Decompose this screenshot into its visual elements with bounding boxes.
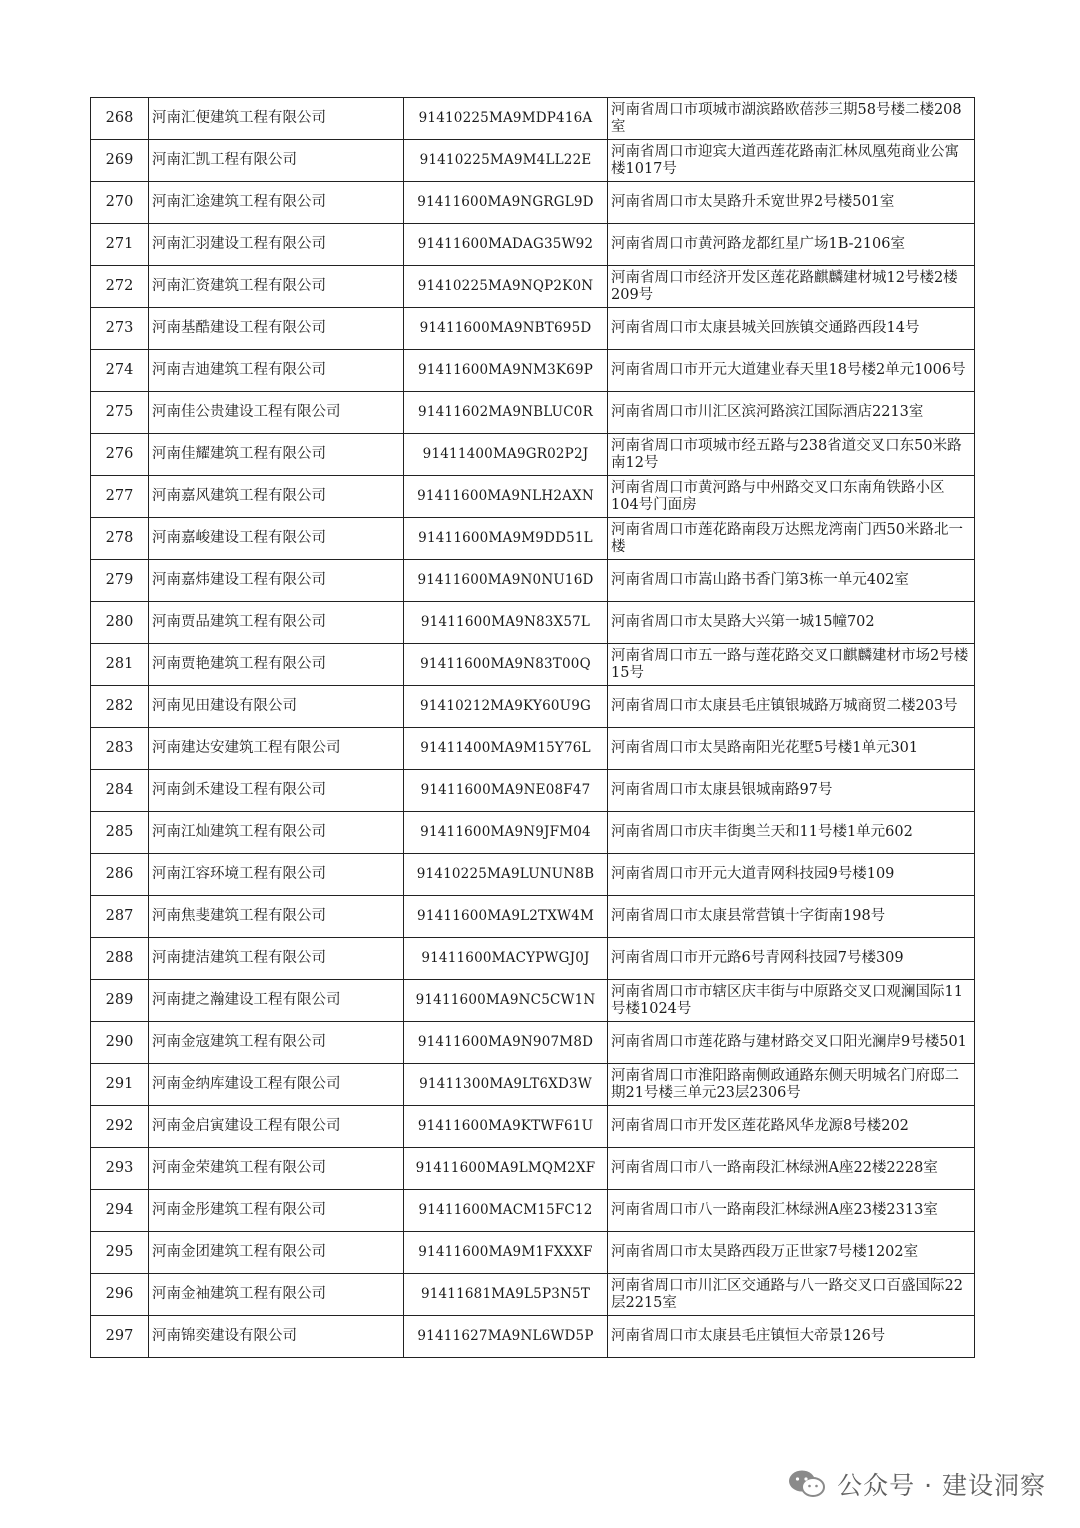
- table-row: [91, 224, 975, 266]
- address-cell: 河南省周口市太昊路大兴第一城15幢702: [608, 602, 975, 644]
- row-number-cell: 270: [91, 182, 149, 224]
- credit-code-cell: 91410225MA9NQP2K0N: [404, 266, 608, 308]
- credit-code-cell: 91411681MA9L5P3N5T: [404, 1274, 608, 1316]
- table-row: [91, 98, 975, 140]
- row-number-cell: 280: [91, 602, 149, 644]
- row-number-cell: 282: [91, 686, 149, 728]
- row-number-cell: 294: [91, 1190, 149, 1232]
- credit-code-cell: 91411600MA9KTWF61U: [404, 1106, 608, 1148]
- table-row: [91, 938, 975, 980]
- company-table: [90, 97, 975, 1358]
- address-cell: 河南省周口市八一路南段汇林绿洲A座23楼2313室: [608, 1190, 975, 1232]
- table-row: [91, 1316, 975, 1358]
- address-cell: 河南省周口市开元路6号青网科技园7号楼309: [608, 938, 975, 980]
- address-cell: 河南省周口市开元大道建业春天里18号楼2单元1006号: [608, 350, 975, 392]
- credit-code-cell: 91411600MADAG35W92: [404, 224, 608, 266]
- address-cell: 河南省周口市太昊路西段万正世家7号楼1202室: [608, 1232, 975, 1274]
- address-cell: 河南省周口市太康县城关回族镇交通路西段14号: [608, 308, 975, 350]
- company-name-cell: 河南金袖建筑工程有限公司: [149, 1274, 404, 1316]
- address-cell: 河南省周口市项城市湖滨路欧蓓莎三期58号楼二楼208室: [608, 98, 975, 140]
- company-name-cell: 河南江容环境工程有限公司: [149, 854, 404, 896]
- company-name-cell: 河南佳耀建筑工程有限公司: [149, 434, 404, 476]
- company-table-container: [90, 97, 972, 1358]
- credit-code-cell: 91411627MA9NL6WD5P: [404, 1316, 608, 1358]
- row-number-cell: 287: [91, 896, 149, 938]
- company-name-cell: 河南汇凯工程有限公司: [149, 140, 404, 182]
- credit-code-cell: 91411600MA9N9JFM04: [404, 812, 608, 854]
- address-cell: 河南省周口市庆丰街奥兰天和11号楼1单元602: [608, 812, 975, 854]
- table-row: [91, 140, 975, 182]
- company-name-cell: 河南焦斐建筑工程有限公司: [149, 896, 404, 938]
- credit-code-cell: 91411600MA9NGRGL9D: [404, 182, 608, 224]
- table-row: [91, 644, 975, 686]
- table-row: [91, 770, 975, 812]
- table-row: [91, 854, 975, 896]
- address-cell: 河南省周口市开发区莲花路风华龙源8号楼202: [608, 1106, 975, 1148]
- address-cell: 河南省周口市淮阳路南侧政通路东侧天明城名门府邸二期21号楼三单元23层2306号: [608, 1064, 975, 1106]
- credit-code-cell: 91411600MA9NC5CW1N: [404, 980, 608, 1022]
- row-number-cell: 269: [91, 140, 149, 182]
- table-row: [91, 560, 975, 602]
- row-number-cell: 274: [91, 350, 149, 392]
- address-cell: 河南省周口市八一路南段汇林绿洲A座22楼2228室: [608, 1148, 975, 1190]
- company-name-cell: 河南金彤建筑工程有限公司: [149, 1190, 404, 1232]
- credit-code-cell: 91411600MA9NBT695D: [404, 308, 608, 350]
- company-name-cell: 河南吉迪建筑工程有限公司: [149, 350, 404, 392]
- address-cell: 河南省周口市太康县常营镇十字街南198号: [608, 896, 975, 938]
- table-row: [91, 350, 975, 392]
- credit-code-cell: 91410212MA9KY60U9G: [404, 686, 608, 728]
- credit-code-cell: 91411600MA9N83T00Q: [404, 644, 608, 686]
- table-row: [91, 812, 975, 854]
- credit-code-cell: 91411600MACM15FC12: [404, 1190, 608, 1232]
- table-row: [91, 1190, 975, 1232]
- company-name-cell: 河南贾艳建筑工程有限公司: [149, 644, 404, 686]
- company-name-cell: 河南金团建筑工程有限公司: [149, 1232, 404, 1274]
- company-name-cell: 河南捷之瀚建设工程有限公司: [149, 980, 404, 1022]
- address-cell: 河南省周口市莲花路与建材路交叉口阳光澜岸9号楼501: [608, 1022, 975, 1064]
- table-row: [91, 602, 975, 644]
- table-row: [91, 434, 975, 476]
- row-number-cell: 272: [91, 266, 149, 308]
- row-number-cell: 292: [91, 1106, 149, 1148]
- watermark-text: 公众号 · 建设洞察: [837, 1471, 1046, 1500]
- table-row: [91, 518, 975, 560]
- row-number-cell: 268: [91, 98, 149, 140]
- row-number-cell: 271: [91, 224, 149, 266]
- address-cell: 河南省周口市经济开发区莲花路麒麟建材城12号楼2楼209号: [608, 266, 975, 308]
- address-cell: 河南省周口市市辖区庆丰街与中原路交叉口观澜国际11号楼1024号: [608, 980, 975, 1022]
- table-row: [91, 182, 975, 224]
- company-name-cell: 河南贾品建筑工程有限公司: [149, 602, 404, 644]
- company-name-cell: 河南捷洁建筑工程有限公司: [149, 938, 404, 980]
- address-cell: 河南省周口市太昊路南阳光花墅5号楼1单元301: [608, 728, 975, 770]
- company-name-cell: 河南金寇建筑工程有限公司: [149, 1022, 404, 1064]
- address-cell: 河南省周口市太康县毛庄镇恒大帝景126号: [608, 1316, 975, 1358]
- company-table-body: [91, 98, 975, 1358]
- company-name-cell: 河南嘉峻建设工程有限公司: [149, 518, 404, 560]
- row-number-cell: 284: [91, 770, 149, 812]
- credit-code-cell: 91411600MA9LMQM2XF: [404, 1148, 608, 1190]
- table-row: [91, 1022, 975, 1064]
- company-name-cell: 河南汇资建筑工程有限公司: [149, 266, 404, 308]
- credit-code-cell: 91410225MA9LUNUN8B: [404, 854, 608, 896]
- row-number-cell: 296: [91, 1274, 149, 1316]
- table-row: [91, 728, 975, 770]
- row-number-cell: 277: [91, 476, 149, 518]
- address-cell: 河南省周口市川汇区交通路与八一路交叉口百盛国际22层2215室: [608, 1274, 975, 1316]
- row-number-cell: 295: [91, 1232, 149, 1274]
- table-row: [91, 1274, 975, 1316]
- credit-code-cell: 91411600MA9NM3K69P: [404, 350, 608, 392]
- row-number-cell: 281: [91, 644, 149, 686]
- row-number-cell: 278: [91, 518, 149, 560]
- row-number-cell: 288: [91, 938, 149, 980]
- table-row: [91, 308, 975, 350]
- company-name-cell: 河南佳公贵建设工程有限公司: [149, 392, 404, 434]
- address-cell: 河南省周口市太昊路升禾宽世界2号楼501室: [608, 182, 975, 224]
- address-cell: 河南省周口市太康县银城南路97号: [608, 770, 975, 812]
- credit-code-cell: 91411600MA9N0NU16D: [404, 560, 608, 602]
- credit-code-cell: 91411600MA9NLH2AXN: [404, 476, 608, 518]
- table-row: [91, 392, 975, 434]
- row-number-cell: 291: [91, 1064, 149, 1106]
- table-row: [91, 266, 975, 308]
- company-name-cell: 河南金纳库建设工程有限公司: [149, 1064, 404, 1106]
- credit-code-cell: 91411600MA9N83X57L: [404, 602, 608, 644]
- credit-code-cell: 91411300MA9LT6XD3W: [404, 1064, 608, 1106]
- table-row: [91, 1148, 975, 1190]
- credit-code-cell: 91410225MA9MDP416A: [404, 98, 608, 140]
- address-cell: 河南省周口市迎宾大道西莲花路南汇林凤凰苑商业公寓楼1017号: [608, 140, 975, 182]
- row-number-cell: 289: [91, 980, 149, 1022]
- company-name-cell: 河南江灿建筑工程有限公司: [149, 812, 404, 854]
- company-name-cell: 河南金启寅建设工程有限公司: [149, 1106, 404, 1148]
- table-row: [91, 476, 975, 518]
- company-name-cell: 河南锦奕建设有限公司: [149, 1316, 404, 1358]
- company-name-cell: 河南嘉风建筑工程有限公司: [149, 476, 404, 518]
- credit-code-cell: 91411400MA9GR02P2J: [404, 434, 608, 476]
- company-name-cell: 河南嘉炜建设工程有限公司: [149, 560, 404, 602]
- company-name-cell: 河南汇羽建设工程有限公司: [149, 224, 404, 266]
- company-name-cell: 河南汇途建筑工程有限公司: [149, 182, 404, 224]
- address-cell: 河南省周口市开元大道青网科技园9号楼109: [608, 854, 975, 896]
- address-cell: 河南省周口市项城市经五路与238省道交叉口东50米路南12号: [608, 434, 975, 476]
- table-row: [91, 1106, 975, 1148]
- credit-code-cell: 91411600MA9L2TXW4M: [404, 896, 608, 938]
- table-row: [91, 980, 975, 1022]
- credit-code-cell: 91411400MA9M15Y76L: [404, 728, 608, 770]
- row-number-cell: 293: [91, 1148, 149, 1190]
- address-cell: 河南省周口市太康县毛庄镇银城路万城商贸二楼203号: [608, 686, 975, 728]
- credit-code-cell: 91411600MA9N907M8D: [404, 1022, 608, 1064]
- company-name-cell: 河南建达安建筑工程有限公司: [149, 728, 404, 770]
- credit-code-cell: 91411600MACYPWGJ0J: [404, 938, 608, 980]
- company-name-cell: 河南汇便建筑工程有限公司: [149, 98, 404, 140]
- address-cell: 河南省周口市莲花路南段万达熙龙湾南门西50米路北一楼: [608, 518, 975, 560]
- row-number-cell: 276: [91, 434, 149, 476]
- address-cell: 河南省周口市川汇区滨河路滨江国际酒店2213室: [608, 392, 975, 434]
- row-number-cell: 273: [91, 308, 149, 350]
- address-cell: 河南省周口市五一路与莲花路交叉口麒麟建材市场2号楼15号: [608, 644, 975, 686]
- credit-code-cell: 91411600MA9M9DD51L: [404, 518, 608, 560]
- company-name-cell: 河南剑禾建设工程有限公司: [149, 770, 404, 812]
- row-number-cell: 279: [91, 560, 149, 602]
- credit-code-cell: 91411600MA9M1FXXXF: [404, 1232, 608, 1274]
- credit-code-cell: 91411602MA9NBLUC0R: [404, 392, 608, 434]
- address-cell: 河南省周口市黄河路与中州路交叉口东南角铁路小区104号门面房: [608, 476, 975, 518]
- row-number-cell: 283: [91, 728, 149, 770]
- table-row: [91, 1064, 975, 1106]
- company-name-cell: 河南金荣建筑工程有限公司: [149, 1148, 404, 1190]
- company-name-cell: 河南基酷建设工程有限公司: [149, 308, 404, 350]
- company-name-cell: 河南见田建设有限公司: [149, 686, 404, 728]
- row-number-cell: 290: [91, 1022, 149, 1064]
- credit-code-cell: 91411600MA9NE08F47: [404, 770, 608, 812]
- table-row: [91, 686, 975, 728]
- row-number-cell: 297: [91, 1316, 149, 1358]
- row-number-cell: 286: [91, 854, 149, 896]
- address-cell: 河南省周口市嵩山路书香门第3栋一单元402室: [608, 560, 975, 602]
- row-number-cell: 275: [91, 392, 149, 434]
- watermark: [787, 1466, 1046, 1502]
- address-cell: 河南省周口市黄河路龙都红星广场1B-2106室: [608, 224, 975, 266]
- row-number-cell: 285: [91, 812, 149, 854]
- wechat-icon: [787, 1468, 827, 1500]
- table-row: [91, 896, 975, 938]
- table-row: [91, 1232, 975, 1274]
- credit-code-cell: 91410225MA9M4LL22E: [404, 140, 608, 182]
